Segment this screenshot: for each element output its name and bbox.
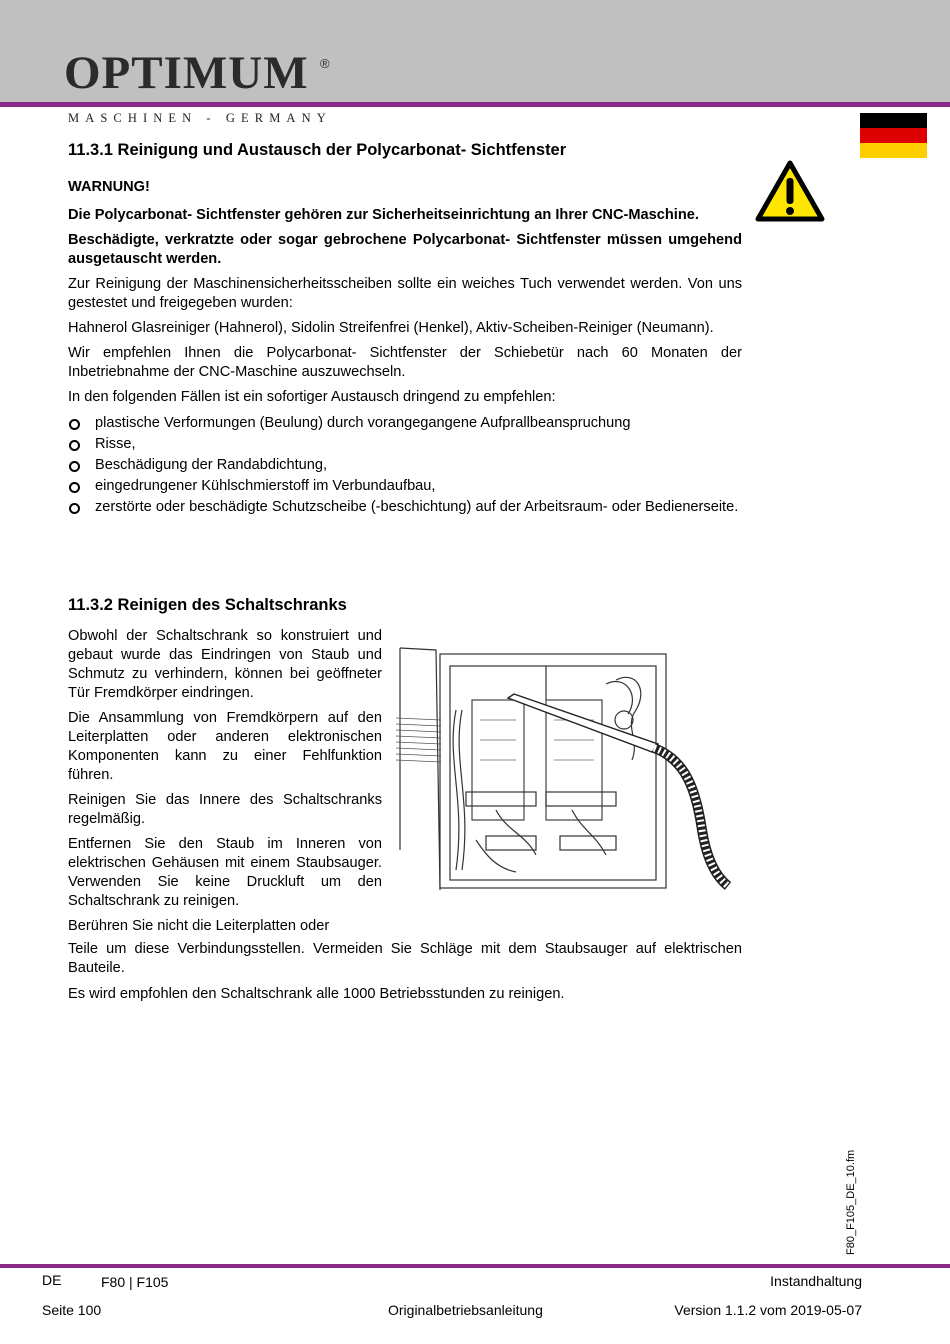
paragraph-cases: In den folgenden Fällen ist ein sofortiger Austausch dringend zu empfehlen: bbox=[68, 389, 556, 405]
paragraph-replacement: Wir empfehlen Ihnen die Polycarbonat- Sichtfenster der Schiebetür nach 60 Monaten der Inbetriebnahme der CNC-Maschine auszuwechseln. bbox=[68, 345, 742, 380]
paragraph-regular-cleaning: Reinigen Sie das Innere des Schaltschranks regelmäßig. bbox=[68, 792, 382, 827]
paragraph-interval: Es wird empfohlen den Schaltschrank alle 1000 Betriebsstunden zu reinigen. bbox=[68, 986, 565, 1002]
section-heading-2: 11.3.2 Reinigen des Schaltschranks bbox=[68, 596, 347, 614]
footer-chapter: Instandhaltung bbox=[770, 1273, 862, 1289]
paragraph-do-not-touch-rest: Teile um diese Verbindungsstellen. Vermeiden Sie Schläge mit dem Staubsauger auf elektrischen Bauteile. bbox=[68, 941, 742, 976]
paragraph-accumulation: Die Ansammlung von Fremdkörpern auf den Leiterplatten oder anderen elektronischen Komponenten kann zu einer Fehlfunktion führen. bbox=[68, 710, 382, 783]
section-1-body bbox=[68, 178, 742, 519]
list-item: plastische Verformungen (Beulung) durch vorangegangene Aufprallbeanspruchung bbox=[68, 414, 742, 433]
paragraph-cleaning: Zur Reinigung der Maschinensicherheitsscheiben sollte ein weiches Tuch verwendet werden. Von uns gestestet und freigegeben wurden: bbox=[68, 276, 742, 311]
warning-title: WARNUNG! bbox=[68, 179, 150, 195]
brand-tagline: MASCHINEN - GERMANY bbox=[68, 111, 332, 125]
german-flag-icon bbox=[860, 113, 927, 158]
footer-language: DE bbox=[42, 1272, 62, 1288]
footer-rule bbox=[0, 1264, 950, 1268]
warning-paragraph-1: Die Polycarbonat- Sichtfenster gehören zur Sicherheitseinrichtung an Ihrer CNC-Maschine. bbox=[68, 207, 699, 223]
paragraph-do-not-touch-start: Berühren Sie nicht die Leiterplatten oder bbox=[68, 918, 330, 934]
list-item: zerstörte oder beschädigte Schutzscheibe (-beschichtung) auf der Arbeitsraum- oder Bedienerseite. bbox=[68, 498, 742, 517]
footer-model: F80 | F105 bbox=[101, 1274, 169, 1290]
paragraph-cleaners: Hahnerol Glasreiniger (Hahnerol), Sidolin Streifenfrei (Henkel), Aktiv-Scheiben-Reiniger (Neumann). bbox=[68, 320, 714, 336]
warning-triangle-icon bbox=[755, 160, 825, 222]
file-name-label: F80_F105_DE_10.fm bbox=[845, 1149, 857, 1255]
section-2-column bbox=[68, 627, 382, 936]
paragraph-intro: Obwohl der Schaltschrank so konstruiert und gebaut wurde das Eindringen von Staub und Schmutz zu verhindern, können bei geöffneter Tür Fremdkörper eindringen. bbox=[68, 628, 382, 701]
paragraph-vacuum: Entfernen Sie den Staub im Inneren von elektrischen Gehäusen mit einem Staubsauger. Verwenden Sie keine Druckluft um den Schaltschrank zu reinigen. bbox=[68, 836, 382, 909]
header-rule bbox=[0, 102, 950, 107]
list-item: eingedrungener Kühlschmierstoff im Verbundaufbau, bbox=[68, 477, 742, 496]
footer-page-number: Seite 100 bbox=[42, 1302, 102, 1318]
warning-paragraph-2: Beschädigte, verkratzte oder sogar gebrochene Polycarbonat- Sichtfenster müssen umgehend ausgetauscht werden. bbox=[68, 232, 742, 267]
control-cabinet-vacuum-illustration bbox=[396, 640, 736, 890]
list-item: Risse, bbox=[68, 435, 742, 454]
list-item: Beschädigung der Randabdichtung, bbox=[68, 456, 742, 475]
footer-version: Version 1.1.2 vom 2019-05-07 bbox=[674, 1302, 862, 1318]
replacement-cases-list bbox=[68, 414, 742, 517]
brand-logo: OPTIMUM bbox=[64, 47, 309, 99]
section-heading-1: 11.3.1 Reinigung und Austausch der Polycarbonat- Sichtfenster bbox=[68, 141, 567, 159]
registered-mark: ® bbox=[320, 56, 330, 71]
footer-document-type: Originalbetriebsanleitung bbox=[388, 1302, 543, 1318]
